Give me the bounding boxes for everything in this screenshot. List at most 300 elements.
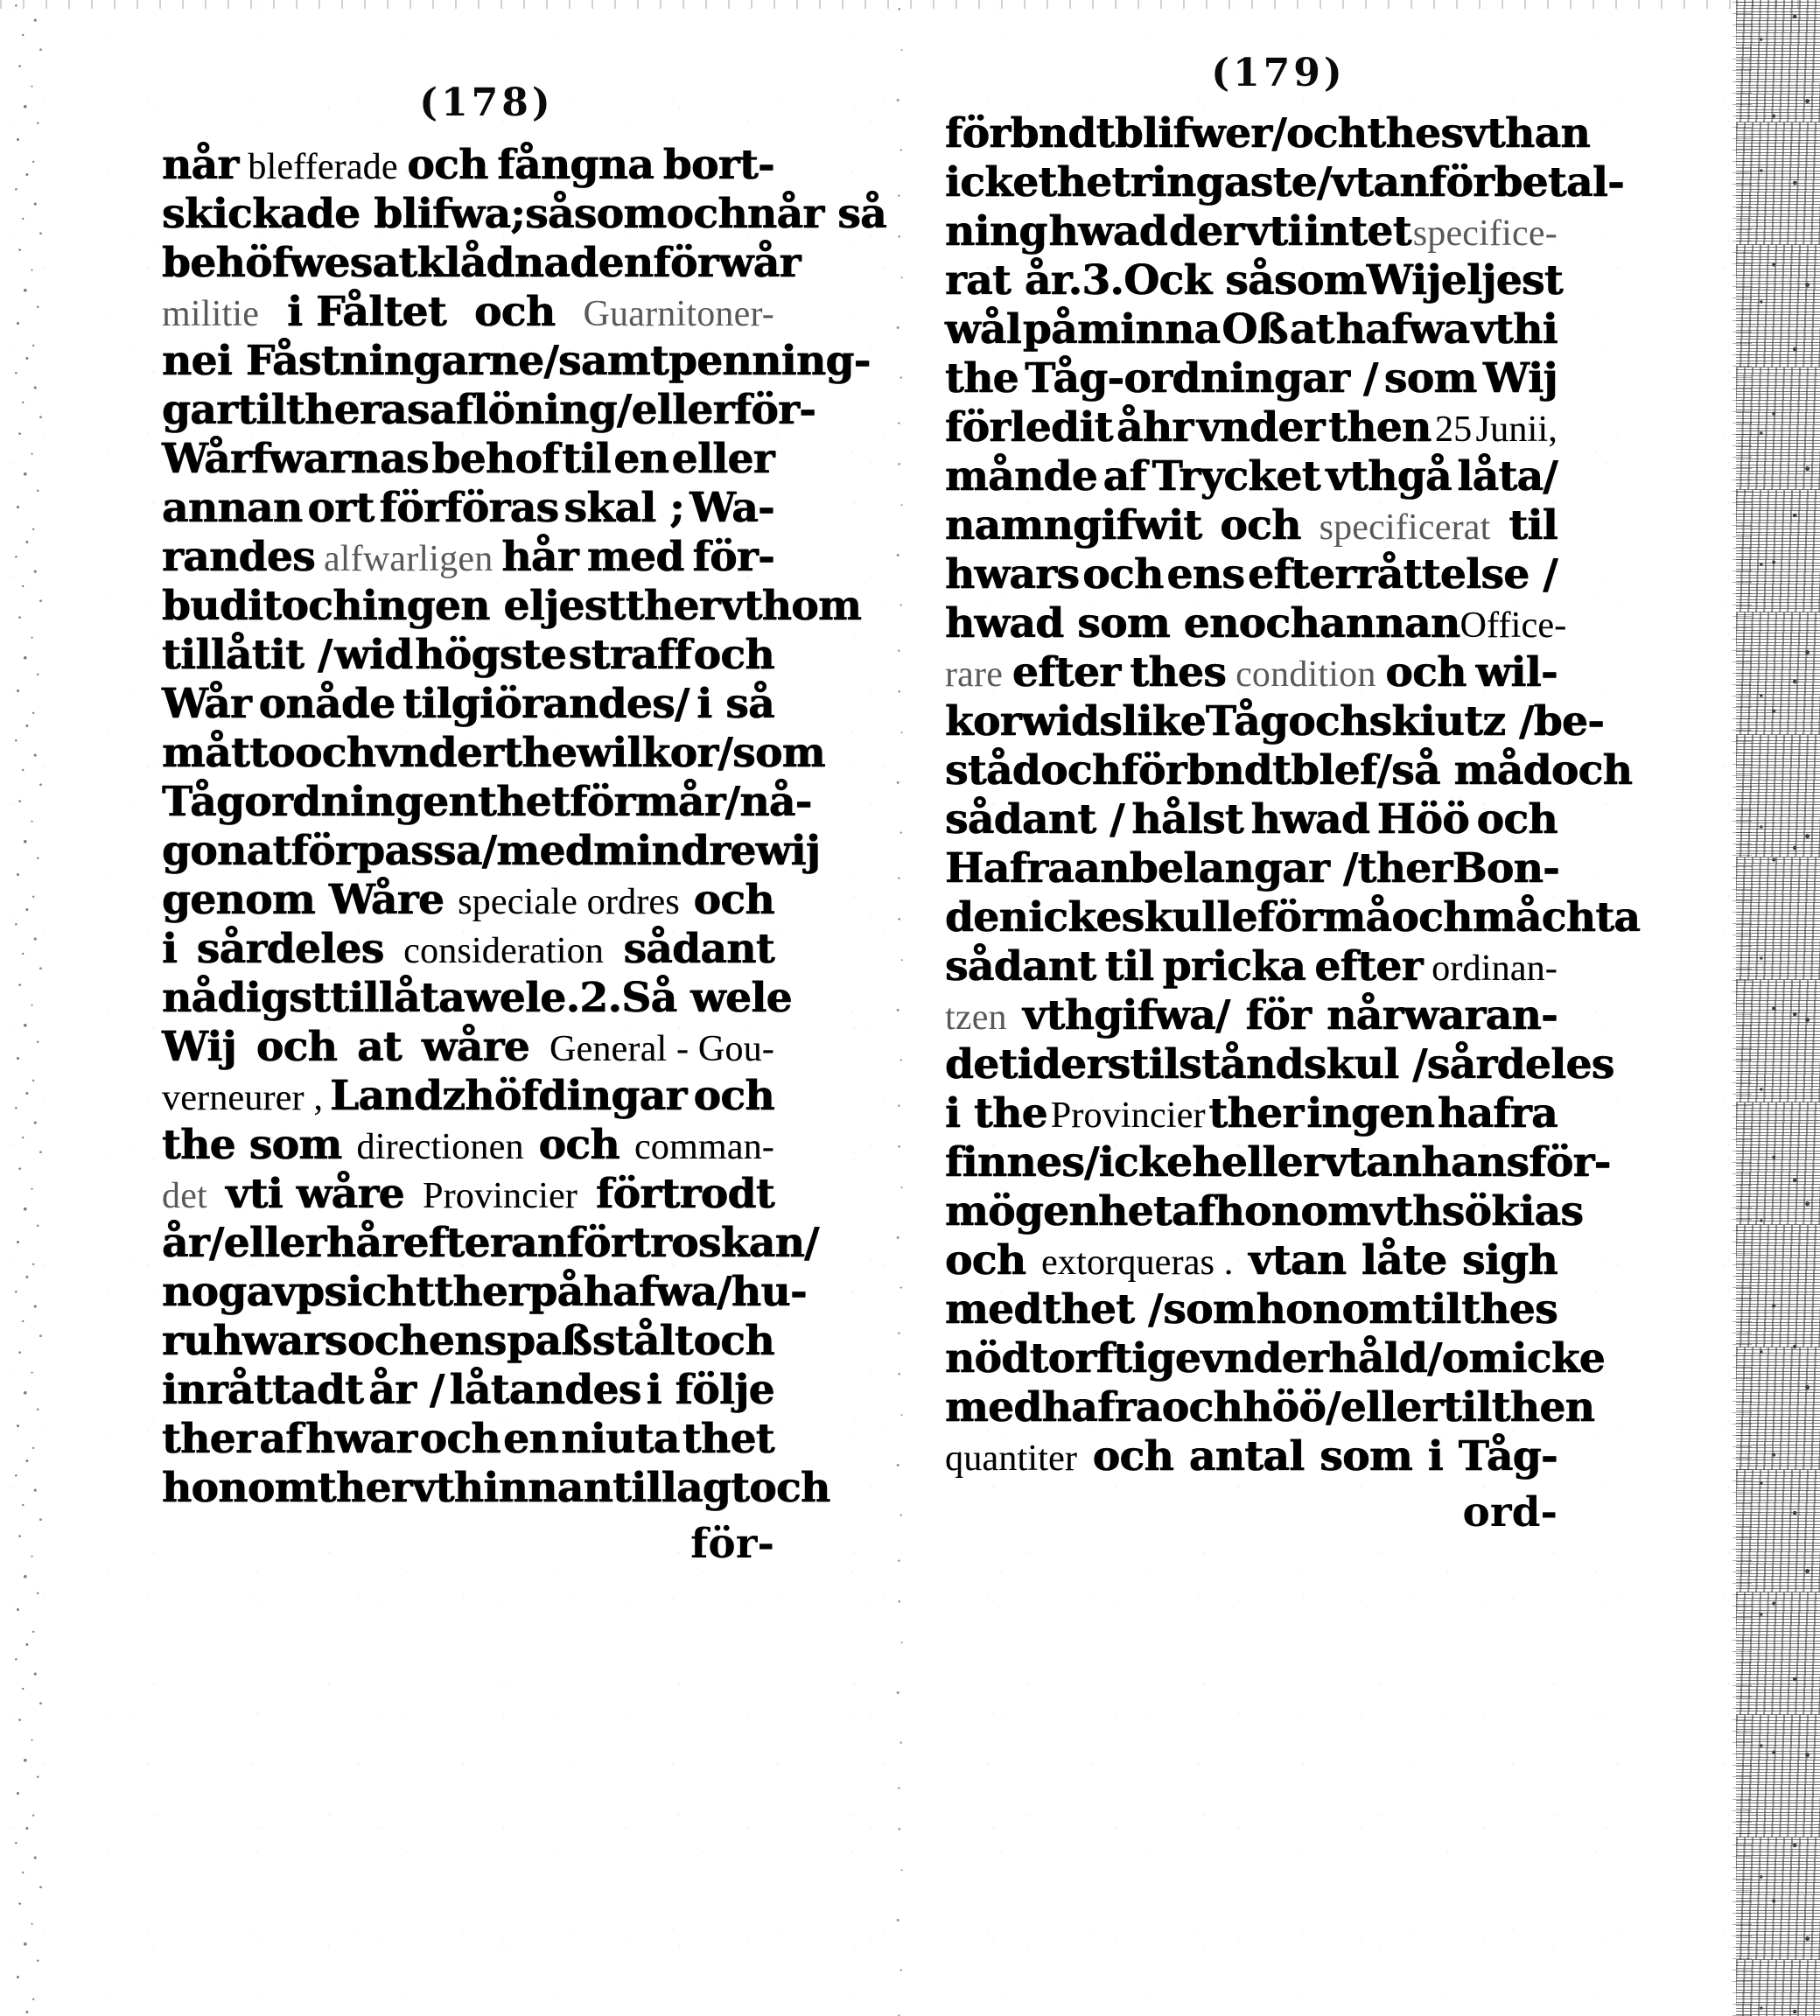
fraktur-run: månde [945, 452, 1098, 500]
fraktur-run: vnder [1196, 403, 1325, 452]
roman-run: quantiter [945, 1438, 1078, 1479]
fraktur-run: förbndt [1121, 746, 1292, 794]
fraktur-run: påminna [1022, 305, 1221, 354]
fraktur-run: ringaste/ [1130, 158, 1332, 206]
roman-run: condition [1236, 654, 1376, 695]
fraktur-run: ru [162, 1317, 213, 1365]
fraktur-run: vtan [1249, 1236, 1347, 1284]
fraktur-run: tillåtit / [162, 631, 332, 679]
fraktur-run: Wij [1482, 354, 1558, 402]
fraktur-run: Tåg- [1458, 1432, 1558, 1480]
text-line [945, 1138, 1611, 1191]
text-line [945, 550, 1558, 603]
fraktur-run: ther [625, 582, 720, 630]
text-line [945, 158, 1625, 211]
text-line [945, 844, 1560, 897]
roman-run: blefferade [248, 147, 398, 187]
fraktur-run: vthinnan [411, 1464, 613, 1512]
fraktur-run: hafwa [1335, 305, 1470, 354]
fraktur-run: noga [162, 1268, 273, 1316]
fraktur-run: så må [1391, 746, 1523, 794]
fraktur-run: om [1441, 1334, 1512, 1382]
text-line [945, 256, 1564, 309]
fraktur-run: och [693, 876, 774, 924]
fraktur-run: låta/ [1457, 452, 1558, 500]
fraktur-run: eller [223, 1219, 326, 1267]
fraktur-run: för- [1529, 1138, 1611, 1186]
fraktur-run: thes [1461, 1285, 1558, 1334]
fraktur-run: Så wele [621, 974, 792, 1022]
text-line [945, 1089, 1558, 1142]
roman-run: alfwarligen [323, 539, 494, 579]
fraktur-run: wår [718, 239, 801, 287]
fraktur-run: randes [162, 533, 316, 581]
text-line [945, 354, 1558, 407]
folio-number-right: (179) [1211, 51, 1346, 95]
fraktur-run: efter [1012, 648, 1121, 696]
fraktur-run: och [749, 1464, 830, 1512]
fraktur-run: wilkor/ [577, 729, 733, 777]
fraktur-run: gon [162, 827, 247, 875]
roman-run: Provincier [423, 1176, 578, 1216]
fraktur-run: Höö [1376, 795, 1470, 844]
roman-run: comman- [634, 1127, 774, 1167]
fraktur-run: thes [1130, 648, 1227, 696]
fraktur-run: hår [326, 1219, 403, 1267]
fraktur-run: icke [1511, 1334, 1606, 1382]
fraktur-run: för [1428, 158, 1494, 206]
fraktur-run: ther [162, 1415, 257, 1463]
fraktur-run: som [1383, 354, 1477, 402]
fraktur-run: be- [1533, 697, 1605, 746]
fraktur-run: Wij [162, 1023, 237, 1071]
text-line [945, 109, 1591, 162]
fraktur-run: och [1391, 893, 1473, 942]
text-line [162, 729, 825, 781]
text-line [945, 746, 1633, 799]
fraktur-run: Oß [1222, 305, 1288, 354]
catchword-right: ord- [1462, 1488, 1558, 1536]
fraktur-run: nårwaran- [1326, 991, 1558, 1040]
fraktur-run: den [945, 893, 1029, 942]
fraktur-run: at [357, 1023, 402, 1071]
fraktur-run: hår [501, 533, 578, 581]
fraktur-run: hwars [945, 550, 1080, 598]
fraktur-run: annan [162, 484, 303, 532]
fraktur-run: och [1220, 501, 1301, 550]
fraktur-run: sårdeles [196, 925, 384, 973]
fraktur-run: til [1443, 1383, 1492, 1432]
fraktur-run: hafra [1437, 1089, 1558, 1138]
fraktur-run: skickade blifwa; [162, 190, 526, 238]
fraktur-run: vthan [1463, 109, 1591, 158]
fraktur-run: sådant [623, 925, 774, 973]
fraktur-run: i så [696, 680, 774, 728]
text-line [945, 452, 1558, 505]
fraktur-run: then [1328, 403, 1432, 452]
fraktur-run: och [1476, 795, 1558, 844]
fraktur-run: som [1163, 1285, 1256, 1334]
page-179 [945, 0, 1641, 2016]
text-line [945, 599, 1567, 652]
text-line [162, 337, 871, 389]
fraktur-run: såsom [525, 190, 667, 238]
fraktur-run: wåre [421, 1023, 530, 1071]
fraktur-run: gar [162, 386, 238, 434]
fraktur-run: Trycket [1152, 452, 1320, 500]
fraktur-run: och [666, 190, 747, 238]
fraktur-run: fångna [497, 141, 654, 189]
text-line [162, 1219, 819, 1271]
fraktur-run: Landzhöfdingar [330, 1072, 687, 1120]
text-line [945, 893, 1641, 946]
fraktur-run: och [538, 1121, 620, 1169]
fraktur-run: finnes/ [945, 1138, 1099, 1186]
text-line [162, 631, 774, 683]
fraktur-run: en [503, 1415, 559, 1463]
fraktur-run: bort- [662, 141, 774, 189]
fraktur-run: til [562, 435, 611, 483]
fraktur-run: aflöning/ [429, 386, 632, 434]
text-line [945, 1040, 1614, 1093]
text-line [162, 582, 862, 634]
fraktur-run: sårdeles [1426, 1040, 1614, 1088]
roman-run: directionen [356, 1127, 524, 1167]
fraktur-run: och [1082, 550, 1164, 598]
fraktur-run: och [407, 141, 488, 189]
fraktur-run: tilstånd [1130, 1040, 1304, 1088]
text-line [945, 305, 1558, 358]
fraktur-run: nödtorftige [945, 1334, 1201, 1382]
fraktur-run: af [259, 1415, 303, 1463]
fraktur-run: pricka [1162, 942, 1306, 990]
text-line [162, 435, 774, 487]
fraktur-run: tiders [998, 1040, 1130, 1088]
fraktur-run: kan/ [720, 1219, 819, 1267]
fraktur-run: vthom [719, 582, 862, 630]
fraktur-run: wål [945, 305, 1021, 354]
fraktur-run: Tåg-ordningar / [1025, 354, 1378, 402]
fraktur-run: the [503, 729, 578, 777]
fraktur-run: i [162, 925, 178, 973]
fraktur-run: för- [733, 386, 816, 434]
text-line [945, 403, 1558, 456]
fraktur-run: låtandes [449, 1366, 641, 1414]
fraktur-run: behof [431, 435, 559, 483]
fraktur-run: then [1491, 1383, 1595, 1432]
fraktur-run: högste [415, 631, 567, 679]
fraktur-run: ingen eljest [361, 582, 626, 630]
fraktur-run: i [1427, 1432, 1444, 1480]
text-line [162, 827, 821, 879]
fraktur-run: Wår [162, 680, 252, 728]
fraktur-run: ther [1357, 844, 1452, 892]
text-line [945, 991, 1558, 1044]
fraktur-run: Hafra [945, 844, 1074, 892]
fraktur-run: inråttadt [162, 1366, 364, 1414]
fraktur-run: til [237, 386, 286, 434]
fraktur-run: och [945, 1236, 1026, 1284]
fraktur-run: och [693, 1072, 774, 1120]
fraktur-run: eller [631, 386, 734, 434]
fraktur-run: når [162, 141, 239, 189]
folio-number-left: (178) [419, 80, 554, 125]
fraktur-run: thet / [1042, 1285, 1163, 1334]
catchword-left: för- [690, 1520, 774, 1568]
fraktur-run: wid [334, 631, 413, 679]
fraktur-run: hwars [213, 1317, 347, 1365]
text-line [162, 386, 816, 438]
fraktur-run: at [372, 239, 417, 287]
fraktur-run: vpsicht [272, 1268, 435, 1316]
fraktur-run: til [1411, 1285, 1461, 1334]
fraktur-run: anbelangar / [1074, 844, 1358, 892]
roman-run: Guarnitoner- [583, 294, 774, 334]
fraktur-run: the som [162, 1121, 342, 1169]
text-line [162, 533, 774, 585]
text-line [162, 141, 774, 193]
fraktur-run: i följe [646, 1366, 774, 1414]
fraktur-run: skiutz / [1368, 697, 1534, 746]
fraktur-run: förledit [945, 403, 1113, 452]
fraktur-run: hwad [1048, 207, 1168, 256]
fraktur-run: af [1102, 452, 1147, 500]
fraktur-run: skal ; [564, 484, 685, 532]
fraktur-run: at [1289, 305, 1334, 354]
roman-run: militie [162, 294, 260, 334]
fraktur-run: ther [434, 1268, 529, 1316]
fraktur-run: Tågordningen [162, 778, 478, 826]
fraktur-run: och [474, 288, 556, 336]
fraktur-run: ens [428, 1317, 507, 1365]
text-line [162, 239, 801, 291]
fraktur-run: måtto [162, 729, 295, 777]
fraktur-run: åhr [1116, 403, 1194, 452]
roman-run: verneurer , [162, 1078, 324, 1118]
fraktur-run: 3. [1082, 256, 1124, 304]
fraktur-run: och [1161, 1383, 1243, 1432]
fraktur-run: betal- [1494, 158, 1625, 206]
fraktur-run: namngifwit [945, 501, 1202, 550]
fraktur-run: thet [1038, 158, 1130, 206]
fraktur-run: niuta [561, 1415, 680, 1463]
roman-run: Office- [1460, 606, 1567, 646]
fraktur-run: ingen [1306, 1089, 1435, 1138]
text-line [945, 795, 1558, 848]
fraktur-run: vti wåre [225, 1170, 404, 1218]
fraktur-run: heller [1192, 1138, 1325, 1186]
fraktur-run: theras [285, 386, 430, 434]
fraktur-run: eller [671, 435, 774, 483]
fraktur-run: förpassa/ [290, 827, 497, 875]
fraktur-run: förmår/ [570, 778, 740, 826]
text-line [162, 1023, 774, 1075]
fraktur-run: och [281, 582, 362, 630]
fraktur-run: hwar [305, 1415, 417, 1463]
fraktur-run: ther [317, 1464, 412, 1512]
fraktur-run: annan [1320, 599, 1460, 648]
fraktur-run: nå- [739, 778, 812, 826]
roman-run: rare [945, 654, 1004, 695]
fraktur-run: thes [1367, 109, 1464, 158]
fraktur-run: och [1238, 599, 1320, 648]
fraktur-run: i the [945, 1089, 1048, 1138]
fraktur-run: hwad [1250, 795, 1370, 844]
fraktur-run: af [1172, 1187, 1215, 1236]
fraktur-run: wele. [464, 974, 580, 1022]
fraktur-run: och [1286, 109, 1368, 158]
fraktur-run: Wåre [328, 876, 444, 924]
text-line [162, 1121, 774, 1173]
fraktur-run: wil- [1475, 648, 1558, 696]
fraktur-run: skulle [1121, 893, 1257, 942]
fraktur-run: vnderhåld/ [1200, 1334, 1442, 1382]
fraktur-run: efter [402, 1219, 511, 1267]
fraktur-run: och [347, 1317, 429, 1365]
fraktur-run: förtrodt [596, 1170, 774, 1218]
roman-run: 25 [1434, 410, 1473, 450]
fraktur-run: blef/ [1291, 746, 1392, 794]
fraktur-run: ne [162, 337, 217, 385]
fraktur-run: för [653, 239, 718, 287]
fraktur-run: Bon- [1452, 844, 1560, 892]
fraktur-run: vtan [1324, 1138, 1422, 1186]
fraktur-run: år/ [162, 1219, 224, 1267]
roman-run: extorqueras . [1040, 1242, 1234, 1283]
fraktur-run: ther [1208, 1089, 1304, 1138]
fraktur-run: och [1385, 648, 1466, 696]
fraktur-run: tillagt [612, 1464, 750, 1512]
fraktur-run: klådnaden [416, 239, 654, 287]
text-block-left [162, 141, 886, 1516]
fraktur-run: straff [568, 631, 691, 679]
fraktur-run: vnder [375, 729, 504, 777]
text-line [162, 1366, 774, 1418]
page-178 [162, 0, 886, 2016]
fraktur-run: mögenhet [945, 1187, 1172, 1236]
fraktur-run: efterråttelse / [1248, 550, 1558, 598]
fraktur-run: med [496, 827, 594, 875]
fraktur-run: i Fåltet [287, 288, 446, 336]
fraktur-run: och [693, 1317, 774, 1365]
text-line [945, 697, 1605, 750]
fraktur-run: doch [1522, 746, 1633, 794]
fraktur-run: hwad som en [945, 599, 1239, 648]
text-line [162, 876, 774, 928]
fraktur-run: de [945, 1040, 999, 1088]
roman-run: speciale ordres [458, 882, 680, 922]
fraktur-run: vti [1245, 207, 1303, 256]
text-line [945, 501, 1558, 554]
fraktur-run: tilgiörandes/ [402, 680, 690, 728]
fraktur-run: honom [1214, 1187, 1371, 1236]
fraktur-run: sigh [1462, 1236, 1558, 1284]
fraktur-run: intet [1304, 207, 1411, 256]
fraktur-run: år / [368, 1366, 444, 1414]
fraktur-run: paß [507, 1317, 592, 1365]
fraktur-run: penning- [668, 337, 871, 385]
fraktur-run: 2. [579, 974, 622, 1022]
fraktur-run: hu- [731, 1268, 807, 1316]
fraktur-run: honom [162, 1464, 318, 1512]
fraktur-run: och [1092, 1432, 1174, 1480]
fraktur-run: når så [746, 190, 886, 238]
fraktur-run: i Fåstningarne/ [216, 337, 559, 385]
fraktur-run: och [294, 729, 376, 777]
text-line [945, 942, 1558, 995]
roman-run: Junii, [1475, 410, 1558, 450]
text-line [162, 1268, 807, 1320]
fraktur-run: mindre [593, 827, 756, 875]
fraktur-run: som [732, 729, 825, 777]
fraktur-run: måchta [1472, 893, 1641, 942]
fraktur-run: icke [945, 158, 1039, 206]
fraktur-run: hålst [1131, 795, 1244, 844]
fraktur-run: hafwa/ [583, 1268, 732, 1316]
text-line [945, 1334, 1606, 1387]
fraktur-run: sådant [945, 942, 1096, 990]
roman-run: specifice- [1412, 214, 1558, 254]
fraktur-run: med [945, 1383, 1042, 1432]
text-line [162, 1317, 774, 1369]
text-line [945, 1432, 1558, 1485]
fraktur-run: anförtros [510, 1219, 721, 1267]
text-line [162, 484, 774, 536]
fraktur-run: Ock såsom [1124, 256, 1367, 304]
fraktur-run: sådant / [945, 795, 1124, 844]
fraktur-run: samt [558, 337, 668, 385]
roman-run: consideration [403, 931, 604, 971]
fraktur-run: och [256, 1023, 338, 1071]
text-line [162, 680, 774, 732]
fraktur-run: och [1288, 697, 1369, 746]
fraktur-run: som [1320, 1432, 1413, 1480]
fraktur-run: för [1245, 991, 1312, 1040]
text-line [162, 925, 774, 977]
fraktur-run: skul / [1303, 1040, 1427, 1088]
fraktur-run: rat år. [945, 256, 1082, 304]
fraktur-run: vthsökias [1370, 1187, 1584, 1236]
fraktur-run: ståd [945, 746, 1041, 794]
fraktur-run: icke [1028, 893, 1122, 942]
fraktur-run: Tåg [1205, 697, 1289, 746]
fraktur-run: at [246, 827, 291, 875]
roman-run: General - Gou- [549, 1029, 774, 1069]
fraktur-run: ort [307, 484, 374, 532]
fraktur-run: och [419, 1415, 500, 1463]
fraktur-run: förmå [1256, 893, 1392, 942]
fraktur-run: wid [1020, 697, 1100, 746]
fraktur-run: behöfwes [162, 239, 373, 287]
fraktur-run: der [1168, 207, 1244, 256]
fraktur-run: höö/ [1242, 1383, 1340, 1432]
fraktur-run: thet [682, 1415, 774, 1463]
fraktur-run: the [945, 354, 1018, 402]
text-line [162, 288, 774, 340]
fraktur-run: på [528, 1268, 584, 1316]
roman-run: ordinan- [1432, 948, 1558, 989]
text-line [945, 1383, 1595, 1436]
fraktur-run: thet [478, 778, 570, 826]
fraktur-run: budit [162, 582, 282, 630]
fraktur-run: wij [755, 827, 821, 875]
fraktur-run: Wårfwarnas [162, 435, 429, 483]
fraktur-run: vthgå [1326, 452, 1452, 500]
fraktur-run: vtan [1331, 158, 1429, 206]
roman-run: Provincier [1050, 1096, 1206, 1136]
fraktur-run: eller [1340, 1383, 1444, 1432]
text-line [945, 1187, 1584, 1240]
